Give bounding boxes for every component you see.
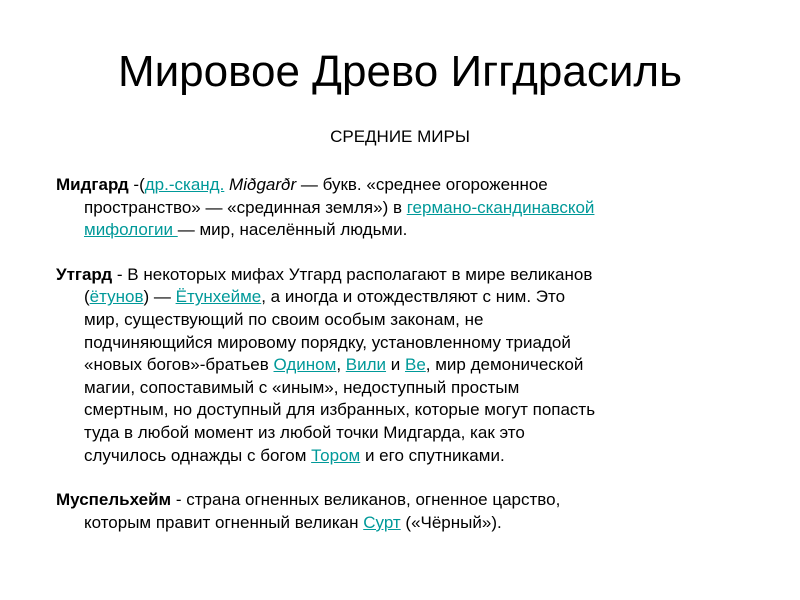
text: , xyxy=(336,355,346,375)
slide-content xyxy=(56,174,756,556)
text: случилось однажды с богом xyxy=(84,445,312,465)
term-muspelheim: Муспельхейм xyxy=(56,490,172,510)
utgard-line-4: подчиняющийся мировому порядку, установленному триадой xyxy=(84,332,571,352)
midgard-line-3 xyxy=(56,219,756,242)
paragraph-midgard xyxy=(56,174,756,242)
slide-subtitle: СРЕДНИЕ МИРЫ xyxy=(330,127,470,146)
midgard-line-2 xyxy=(56,197,756,220)
link-germanic-scandinavian[interactable]: германо-скандинавской xyxy=(406,197,595,217)
word-midgardr: Miðgarðr xyxy=(229,175,297,194)
text: и xyxy=(386,355,405,375)
muspelheim-line-2 xyxy=(56,512,756,535)
text: («Чёрный»). xyxy=(400,512,502,532)
text: - В некоторых мифах Утгард располагают в мире великанов xyxy=(112,264,593,284)
link-odin[interactable]: Одином xyxy=(273,355,337,375)
link-mythology[interactable]: мифологии xyxy=(84,220,178,240)
text: пространство» — «срединная земля») в xyxy=(84,197,407,217)
text: «новых богов»-братьев xyxy=(84,355,274,375)
link-old-norse[interactable]: др.-сканд. xyxy=(144,175,225,194)
text: -( xyxy=(128,175,145,194)
link-vili[interactable]: Вили xyxy=(345,355,387,375)
utgard-line-5 xyxy=(56,354,756,377)
link-jotunheim[interactable]: Ётунхейме xyxy=(175,287,262,307)
paragraph-utgard xyxy=(56,264,756,467)
text: которым правит огненный великан xyxy=(84,512,364,532)
utgard-line-3: мир, существующий по своим особым законам, не xyxy=(84,309,484,329)
text: , мир демонической xyxy=(425,355,584,375)
link-thor[interactable]: Тором xyxy=(311,445,361,465)
link-surt[interactable]: Сурт xyxy=(363,512,401,532)
term-midgard: Мидгард xyxy=(56,175,129,194)
utgard-line-2 xyxy=(56,286,756,309)
link-ve[interactable]: Ве xyxy=(404,355,426,375)
text: — мир, населённый людьми. xyxy=(177,220,408,240)
text: ) — xyxy=(143,287,176,307)
paragraph-muspelheim xyxy=(56,489,756,534)
utgard-line-9 xyxy=(56,445,756,468)
term-utgard: Утгард xyxy=(56,264,113,284)
utgard-line-7: смертным, но доступный для избранных, которые могут попасть xyxy=(84,400,596,420)
slide-title: Мировое Древо Иггдрасиль xyxy=(117,47,683,96)
utgard-line-1 xyxy=(56,264,756,287)
utgard-line-8: туда в любой момент из любой точки Мидгарда, как это xyxy=(84,422,525,442)
text: - страна огненных великанов, огненное царство, xyxy=(171,490,561,510)
text: — букв. «среднее огороженное xyxy=(296,175,548,194)
midgard-line-1 xyxy=(56,174,756,197)
text: ( xyxy=(84,287,90,307)
text: , а иногда и отождествляют с ним. Это xyxy=(261,287,566,307)
utgard-line-6: магии, сопоставимый с «иным», недоступный простым xyxy=(84,377,520,397)
text: и его спутниками. xyxy=(360,445,505,465)
muspelheim-line-1 xyxy=(56,489,756,512)
link-jotuns[interactable]: ётунов xyxy=(89,287,144,307)
